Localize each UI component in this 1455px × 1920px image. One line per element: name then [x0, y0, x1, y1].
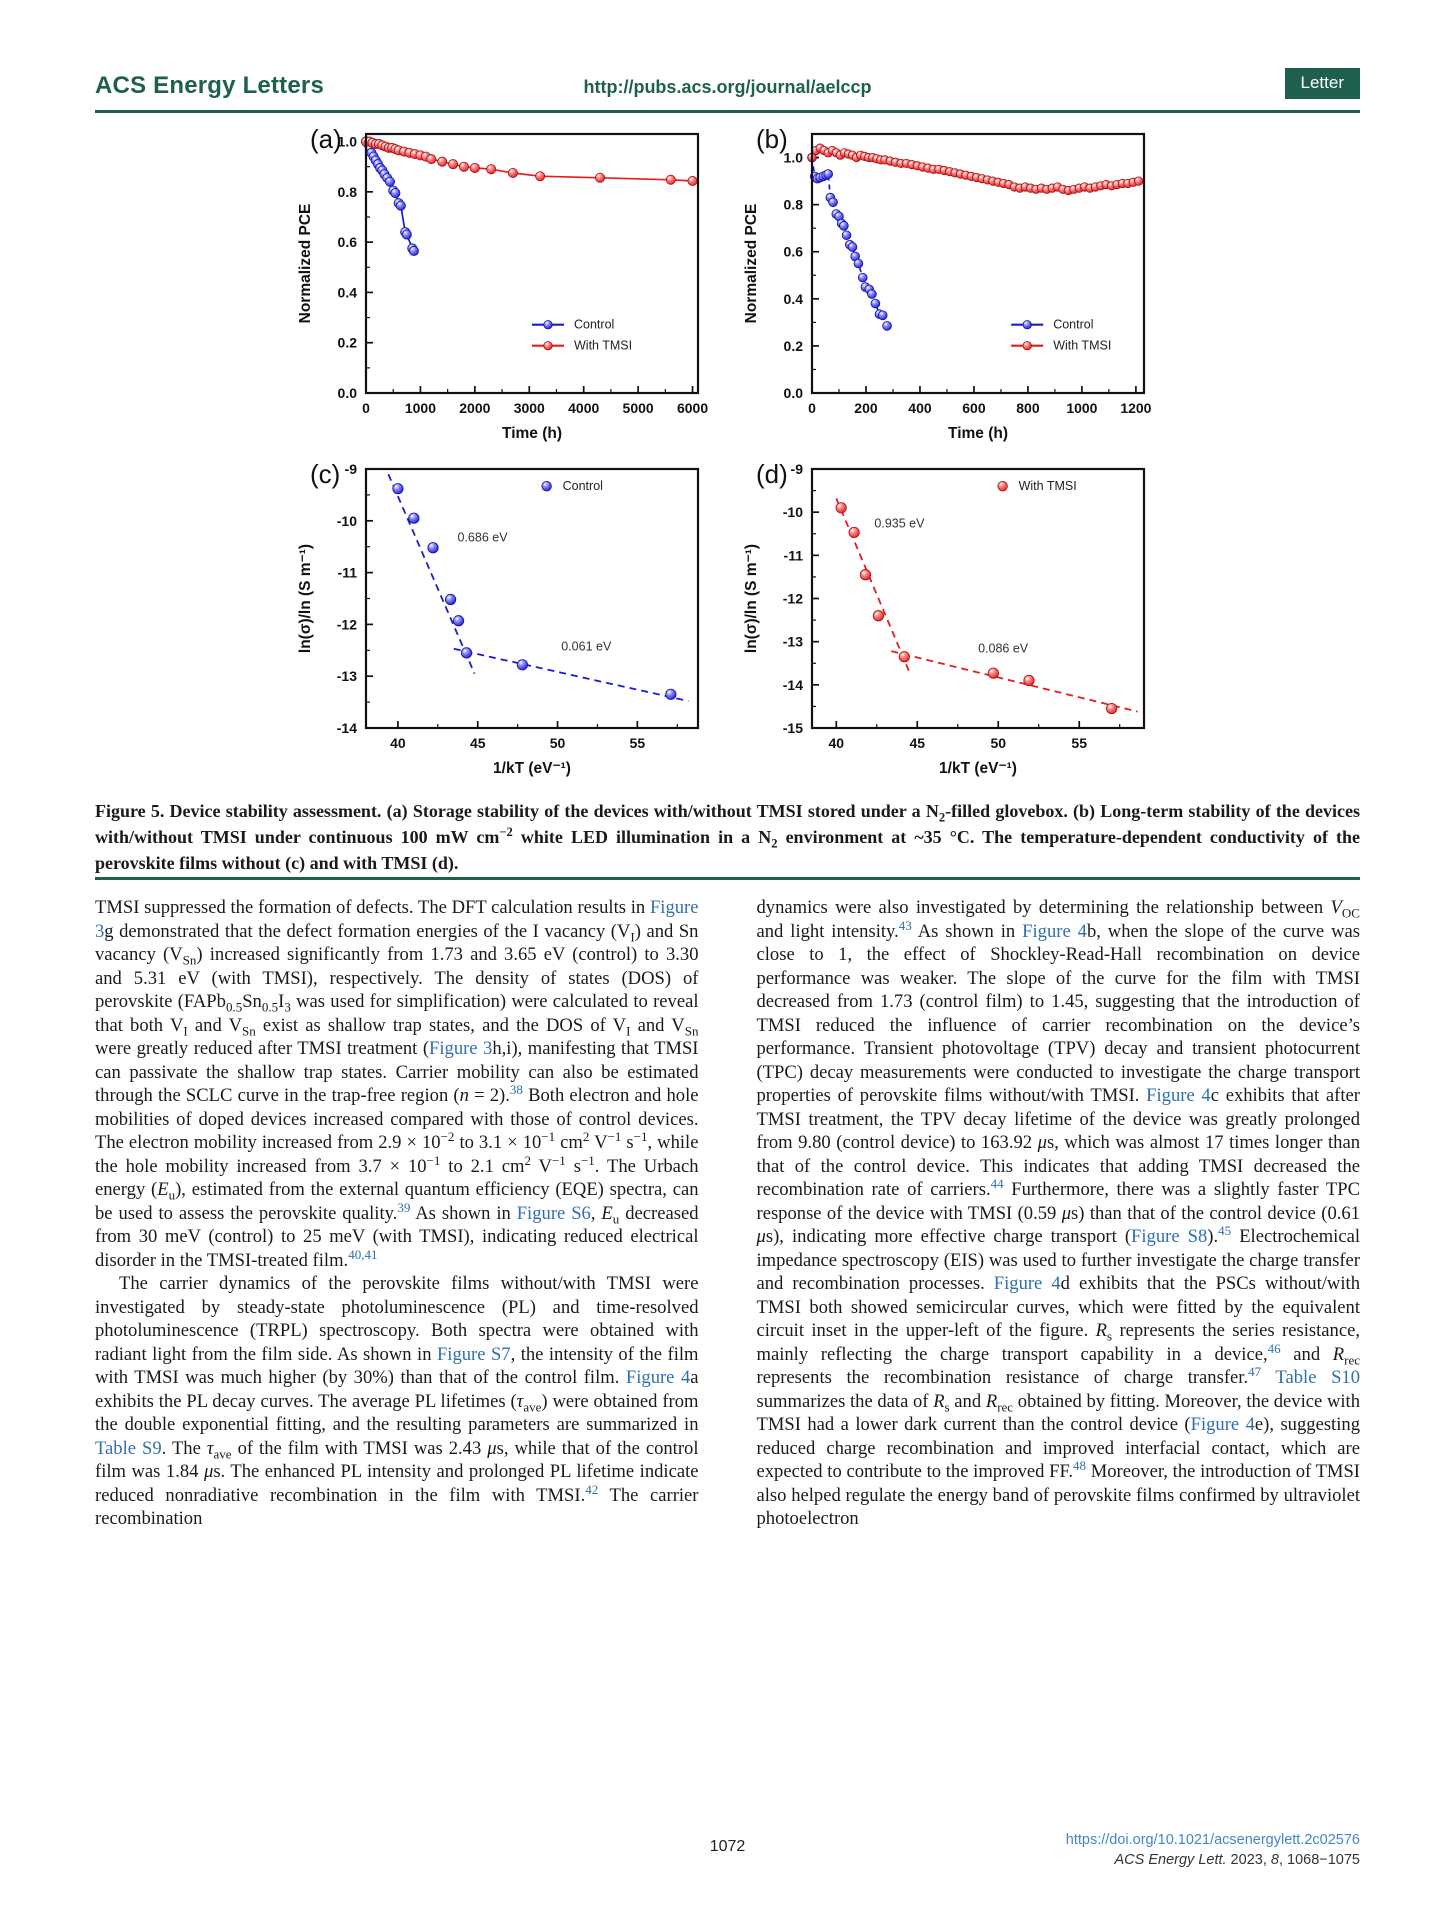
text-run: . The Urbach energy ( [95, 1155, 699, 1200]
text-run: Sn [182, 952, 197, 968]
text-run: ) increased significantly from 1.73 and 3.65 eV (control) to 3.30 and 5.31 eV (with TMSI), respectively. The density of states (DOS) of perovskite (FAPb [95, 944, 699, 1012]
text-run: 2 [771, 836, 778, 851]
text-run: ) and Sn vacancy (V [95, 920, 699, 965]
svg-text:0.4: 0.4 [783, 290, 803, 307]
svg-text:(b): (b) [755, 124, 788, 154]
svg-text:0: 0 [807, 400, 816, 416]
svg-text:(c): (c) [309, 459, 340, 489]
paragraph [757, 896, 1361, 1531]
text-run: As shown in [410, 1202, 517, 1224]
text-run: ACS Energy Lett. [1114, 1852, 1227, 1868]
svg-text:800: 800 [1015, 400, 1040, 416]
svg-text:-10: -10 [336, 512, 357, 529]
text-run: c exhibits that after TMSI treatment, the TPV decay lifetime of the device was greatly prolonged from 9.80 (control device) to 163.92 [756, 1085, 1360, 1153]
text-run: Furthermore, there was a slightly faster TPC response of the device with TMSI (0.59 [756, 1179, 1360, 1224]
text-link[interactable]: Table S10 [1275, 1367, 1361, 1388]
text-run: −1 [551, 1152, 566, 1168]
text-run: Sn [242, 991, 262, 1012]
text-run: was used for simplification) were calculated to reveal that both V [95, 991, 699, 1036]
text-run: Sn [242, 1023, 256, 1039]
text-run: Figure 5. Device stability assessment. (a) Storage stability of the devices with/without TMSI stored under a N [95, 801, 939, 821]
text-link[interactable]: Figure S8 [1131, 1226, 1208, 1247]
text-run: and [949, 1390, 986, 1412]
svg-text:1000: 1000 [1065, 400, 1097, 416]
svg-text:45: 45 [469, 735, 486, 751]
text-run: −2 [499, 825, 513, 839]
text-run: b, when the slope of the curve was close to 1, the effect of Shockley-Read-Hall recombination on device performance was weaker. The slope of the curve for the film with TMSI decreased from 1.73 (control film) to 1.45, suggesting that the introduction of TMSI reduced the influence of carrier recombination on the device’s performance. Transient photovoltage (TPV) decay and transient photocurrent (TPC) decay measurements were conducted to investigate the charge transport properties of perovskite films without/with TMSI. [756, 920, 1361, 1106]
svg-text:-12: -12 [336, 616, 357, 633]
svg-text:-15: -15 [782, 720, 803, 736]
svg-text:1.0: 1.0 [783, 149, 803, 166]
article-type-badge: Letter [1285, 68, 1360, 99]
text-run: 2023, [1226, 1852, 1271, 1868]
svg-text:-13: -13 [782, 633, 803, 650]
svg-text:(d): (d) [755, 459, 788, 489]
text-run: represents the recombination resistance of charge transfer. [756, 1367, 1249, 1388]
svg-text:0.0: 0.0 [337, 385, 357, 401]
text-link[interactable]: Figure 4 [625, 1367, 691, 1388]
svg-text:-10: -10 [782, 504, 803, 521]
text-link[interactable]: 40,41 [348, 1246, 378, 1262]
svg-text:Time (h): Time (h) [501, 425, 562, 442]
svg-text:With TMSI: With TMSI [1018, 479, 1077, 494]
text-run: R [1332, 1343, 1345, 1365]
text-link[interactable]: Figure 4 [1146, 1085, 1211, 1106]
svg-text:1/kT (eV⁻¹): 1/kT (eV⁻¹) [938, 760, 1017, 777]
text-run: 3 [284, 999, 291, 1015]
svg-text:600: 600 [961, 400, 986, 416]
text-run: 0.5 [225, 999, 243, 1015]
svg-text:1000: 1000 [404, 400, 436, 416]
text-run: Electrochemical impedance spectroscopy (EIS) was used to further investigate the charge transfer and recombination processes. [756, 1226, 1360, 1294]
text-run: −2 [440, 1128, 455, 1144]
svg-text:0.8: 0.8 [783, 196, 803, 213]
text-run: 0.5 [261, 999, 279, 1015]
text-run: -filled glovebox. (b) Long-term stability of the devices with/without TMSI under continuous 100 mW cm [95, 801, 1360, 847]
text-run: R [1095, 1320, 1107, 1341]
text-run: a exhibits the PL decay curves. The average PL lifetimes ( [95, 1367, 699, 1412]
svg-text:-11: -11 [783, 547, 803, 564]
text-link[interactable]: Figure S6 [516, 1202, 591, 1224]
text-run: s, which was almost 17 times longer than that of the control device. This indicates that adding TMSI decreased the recombination rate of carriers. [756, 1132, 1360, 1200]
svg-text:0.0: 0.0 [783, 385, 803, 401]
text-run: 8 [1270, 1852, 1279, 1868]
text-run: −1 [580, 1152, 595, 1168]
text-run: μ [1061, 1202, 1072, 1224]
text-run: s [565, 1155, 581, 1177]
text-run: ), estimated from the external quantum efficiency (EQE) spectra, can be used to assess the perovskite quality. [95, 1179, 699, 1224]
right-column [757, 896, 1361, 1531]
svg-text:200: 200 [853, 400, 878, 416]
text-run: E [157, 1179, 169, 1200]
svg-text:2000: 2000 [458, 400, 490, 416]
text-run: decreased from 30 meV (control) to 25 meV (with TMSI), indicating reduced electrical disorder in the TMSI-treated film. [95, 1202, 699, 1271]
text-link[interactable]: 42 [585, 1481, 599, 1497]
svg-text:Control: Control [1052, 317, 1093, 332]
text-link[interactable]: 48 [1073, 1457, 1087, 1473]
text-run: TMSI suppressed the formation of defects. The DFT calculation results in [95, 897, 650, 918]
text-run: The carrier recombination [95, 1484, 699, 1529]
text-run: summarizes the data of [756, 1390, 934, 1412]
text-link[interactable]: Figure 4 [993, 1273, 1061, 1294]
journal-logo: ACS Energy Letters [95, 72, 324, 99]
text-link[interactable]: 45 [1218, 1222, 1232, 1238]
text-run: R [985, 1390, 998, 1412]
text-link[interactable]: Figure 4 [1190, 1414, 1255, 1435]
svg-text:55: 55 [629, 735, 645, 751]
figure-5 [288, 118, 1168, 788]
svg-text:Control: Control [573, 317, 614, 332]
text-run: Sn [684, 1023, 699, 1039]
text-link[interactable]: Figure 3 [95, 897, 699, 942]
svg-text:Normalized PCE: Normalized PCE [742, 203, 760, 324]
svg-text:50: 50 [549, 735, 565, 751]
text-run: s [944, 1399, 950, 1415]
text-run: d exhibits that the PSCs without/with TMSI both showed semicircular curves, which were fitted by the equivalent circuit inset in the upper-left of the figure. [756, 1273, 1360, 1341]
doi-link[interactable]: https://doi.org/10.1021/acsenergylett.2c02576 [1065, 1832, 1360, 1848]
svg-text:ln(σ)/ln (S m⁻¹): ln(σ)/ln (S m⁻¹) [296, 543, 314, 654]
text-run: OC [1341, 905, 1360, 921]
svg-text:0: 0 [361, 400, 370, 416]
text-run: white LED illumination in a N [512, 827, 772, 847]
page-number: 1072 [709, 1838, 746, 1855]
text-link[interactable]: Figure 4 [1022, 920, 1087, 942]
svg-text:ln(σ)/ln (S m⁻¹): ln(σ)/ln (S m⁻¹) [742, 543, 760, 654]
text-run: Both electron and hole mobilities of doped devices increased compared with those of control devices. The electron mobility increased from 2.9 × 10 [95, 1085, 699, 1153]
text-run: I [630, 929, 635, 945]
text-run: = 2). [468, 1085, 510, 1106]
svg-text:0.2: 0.2 [337, 334, 357, 351]
text-link[interactable]: Figure 3 [429, 1038, 493, 1059]
text-run: e), suggesting reduced charge recombination and improved interfacial contact, which are expected to contribute to the improved FF. [756, 1414, 1360, 1482]
text-link[interactable]: Figure S7 [436, 1343, 511, 1365]
svg-text:Time (h): Time (h) [947, 425, 1008, 442]
text-run [1261, 1367, 1275, 1388]
svg-text:-9: -9 [344, 461, 357, 477]
text-run: , [590, 1202, 602, 1224]
panel-c-chart [288, 453, 718, 788]
svg-text:40: 40 [389, 735, 406, 751]
svg-text:0.6: 0.6 [783, 243, 803, 260]
text-run: 2 [582, 1128, 590, 1144]
svg-text:0.4: 0.4 [337, 284, 357, 301]
svg-text:400: 400 [907, 400, 932, 416]
text-run: −1 [633, 1128, 648, 1144]
text-link[interactable]: 43 [898, 917, 912, 933]
text-run: 2 [524, 1152, 531, 1168]
svg-text:With TMSI: With TMSI [1052, 338, 1111, 353]
text-run: ave [523, 1399, 542, 1415]
paragraph [95, 896, 699, 1272]
text-run: ave [213, 1446, 232, 1462]
body-text [95, 896, 1360, 1531]
text-run: rec [997, 1399, 1014, 1415]
svg-text:0.935 eV: 0.935 eV [873, 516, 924, 531]
svg-text:Control: Control [562, 479, 603, 494]
text-run: ). [1207, 1226, 1219, 1247]
paragraph [95, 1272, 699, 1531]
text-run: u [612, 1211, 620, 1227]
text-run: of the film with TMSI was 2.43 [231, 1437, 488, 1459]
journal-url-link[interactable]: http://pubs.acs.org/journal/aelccp [583, 77, 872, 97]
text-run: I [278, 991, 285, 1012]
text-run: s. The enhanced PL intensity and prolonged PL lifetime indicate reduced nonradiative recombination in the film with TMSI. [95, 1461, 699, 1506]
svg-text:6000: 6000 [676, 400, 708, 416]
text-run: V [530, 1155, 552, 1177]
svg-text:1.0: 1.0 [337, 133, 357, 150]
text-run: and [1280, 1343, 1333, 1365]
text-run: , the intensity of the film with TMSI was much higher (by 30%) than that of the control film. [95, 1343, 699, 1388]
text-run: s) than that of the control device (0.61 [1071, 1202, 1360, 1224]
text-run: s [621, 1132, 634, 1153]
svg-text:1200: 1200 [1119, 400, 1151, 416]
page-header [95, 68, 1360, 106]
text-run: −1 [607, 1128, 622, 1144]
text-run: −1 [426, 1152, 441, 1168]
text-run: As shown in [911, 920, 1023, 942]
text-run: s [1106, 1328, 1113, 1344]
text-run: I [626, 1023, 631, 1039]
text-link[interactable]: 46 [1267, 1340, 1281, 1356]
panel-d-chart [734, 453, 1164, 788]
svg-text:5000: 5000 [622, 400, 654, 416]
figure-caption [95, 798, 1360, 876]
text-run: cm [555, 1132, 583, 1153]
text-run: n [459, 1085, 469, 1106]
svg-text:-14: -14 [782, 676, 803, 693]
text-run: V [589, 1132, 608, 1153]
text-run: τ [516, 1390, 524, 1412]
text-run: μ [1037, 1132, 1047, 1153]
svg-text:0.2: 0.2 [783, 337, 803, 354]
text-run: environment at ~35 °C. The temperature-dependent conductivity of the perovskite films without (c) and with TMSI (d). [95, 827, 1360, 873]
text-run: were greatly reduced after TMSI treatment ( [95, 1038, 430, 1059]
svg-text:-12: -12 [782, 590, 803, 607]
svg-text:(a): (a) [309, 124, 342, 154]
text-run: R [933, 1390, 945, 1412]
panel-b-chart [734, 118, 1164, 453]
text-run: μ [487, 1437, 497, 1459]
text-run: to 3.1 × 10 [454, 1132, 542, 1153]
text-run: I [183, 1023, 188, 1039]
text-link[interactable]: 39 [397, 1199, 411, 1215]
panel-a-chart [288, 118, 718, 453]
svg-text:0.8: 0.8 [337, 183, 357, 200]
text-run: and light intensity. [756, 920, 899, 942]
text-run: μ [203, 1461, 214, 1482]
text-run: , while the hole mobility increased from 3.7 × 10 [95, 1132, 699, 1177]
text-run: represents the series resistance, mainly reflecting the charge transport capability in a device, [756, 1320, 1360, 1365]
svg-text:0.6: 0.6 [337, 234, 357, 251]
text-run: −1 [541, 1128, 556, 1144]
text-link[interactable]: 44 [990, 1175, 1004, 1191]
section-rule [95, 877, 1360, 880]
text-run: g demonstrated that the defect formation energies of the I vacancy (V [104, 920, 631, 942]
text-run: The carrier dynamics of the perovskite films without/with TMSI were investigated by steady-state photoluminescence (PL) and time-resolved photoluminescence (TRPL) spectroscopy. Both spectra were obtained with radiant light from the film side. As shown in [95, 1273, 699, 1365]
citation-block [1066, 1830, 1360, 1870]
text-run: ) were obtained from the double exponential fitting, and the resulting parameters are summarized in [95, 1390, 699, 1435]
text-run: exist as shallow trap states, and the DOS of V [255, 1014, 627, 1036]
text-run: rec [1344, 1352, 1360, 1368]
text-run: dynamics were also investigated by determining the relationship between [756, 897, 1331, 918]
svg-text:55: 55 [1070, 735, 1087, 751]
svg-text:Normalized PCE: Normalized PCE [296, 203, 314, 324]
text-run: V [1330, 897, 1342, 918]
svg-text:-11: -11 [337, 564, 357, 581]
text-run: obtained by fitting. Moreover, the device with TMSI had a lower dark current than the control device ( [756, 1390, 1361, 1435]
text-run: and V [187, 1014, 242, 1036]
text-run: , 1068−1075 [1278, 1852, 1360, 1868]
svg-text:-13: -13 [336, 668, 357, 685]
svg-text:-9: -9 [790, 461, 803, 477]
text-run: h,i), manifesting that TMSI can passivate the shallow trap states. Carrier mobility can also be estimated through the SCLC curve in the trap-free region ( [95, 1038, 699, 1106]
svg-text:1/kT (eV⁻¹): 1/kT (eV⁻¹) [492, 760, 571, 777]
text-link[interactable]: 47 [1248, 1363, 1262, 1379]
text-link[interactable]: 38 [509, 1081, 523, 1097]
citation-line [1066, 1850, 1360, 1870]
svg-text:0.686 eV: 0.686 eV [456, 530, 508, 545]
text-run: to 2.1 cm [440, 1155, 525, 1177]
text-run: μ [756, 1226, 766, 1247]
text-run: and V [630, 1014, 685, 1036]
svg-text:45: 45 [908, 735, 925, 751]
text-run: τ [206, 1437, 214, 1459]
text-link[interactable]: Table S9 [95, 1437, 162, 1459]
text-run: E [601, 1202, 613, 1224]
text-run: . The [161, 1437, 207, 1459]
text-run: 2 [938, 810, 946, 825]
svg-text:3000: 3000 [513, 400, 545, 416]
svg-text:0.086 eV: 0.086 eV [977, 641, 1028, 656]
svg-text:With TMSI: With TMSI [573, 338, 632, 353]
svg-text:4000: 4000 [567, 400, 599, 416]
svg-text:50: 50 [989, 735, 1006, 751]
svg-text:-14: -14 [336, 720, 357, 736]
svg-text:0.061 eV: 0.061 eV [560, 639, 611, 654]
left-column [95, 896, 699, 1531]
text-run: Moreover, the introduction of TMSI also helped regulate the energy band of perovskite films confirmed by ultraviolet photoelectron [756, 1461, 1360, 1529]
text-run: u [168, 1187, 176, 1203]
text-run: s, while that of the control film was 1.84 [95, 1437, 699, 1482]
text-run: s), indicating more effective charge transport ( [765, 1226, 1132, 1247]
svg-text:40: 40 [828, 735, 844, 751]
header-rule [95, 110, 1360, 113]
